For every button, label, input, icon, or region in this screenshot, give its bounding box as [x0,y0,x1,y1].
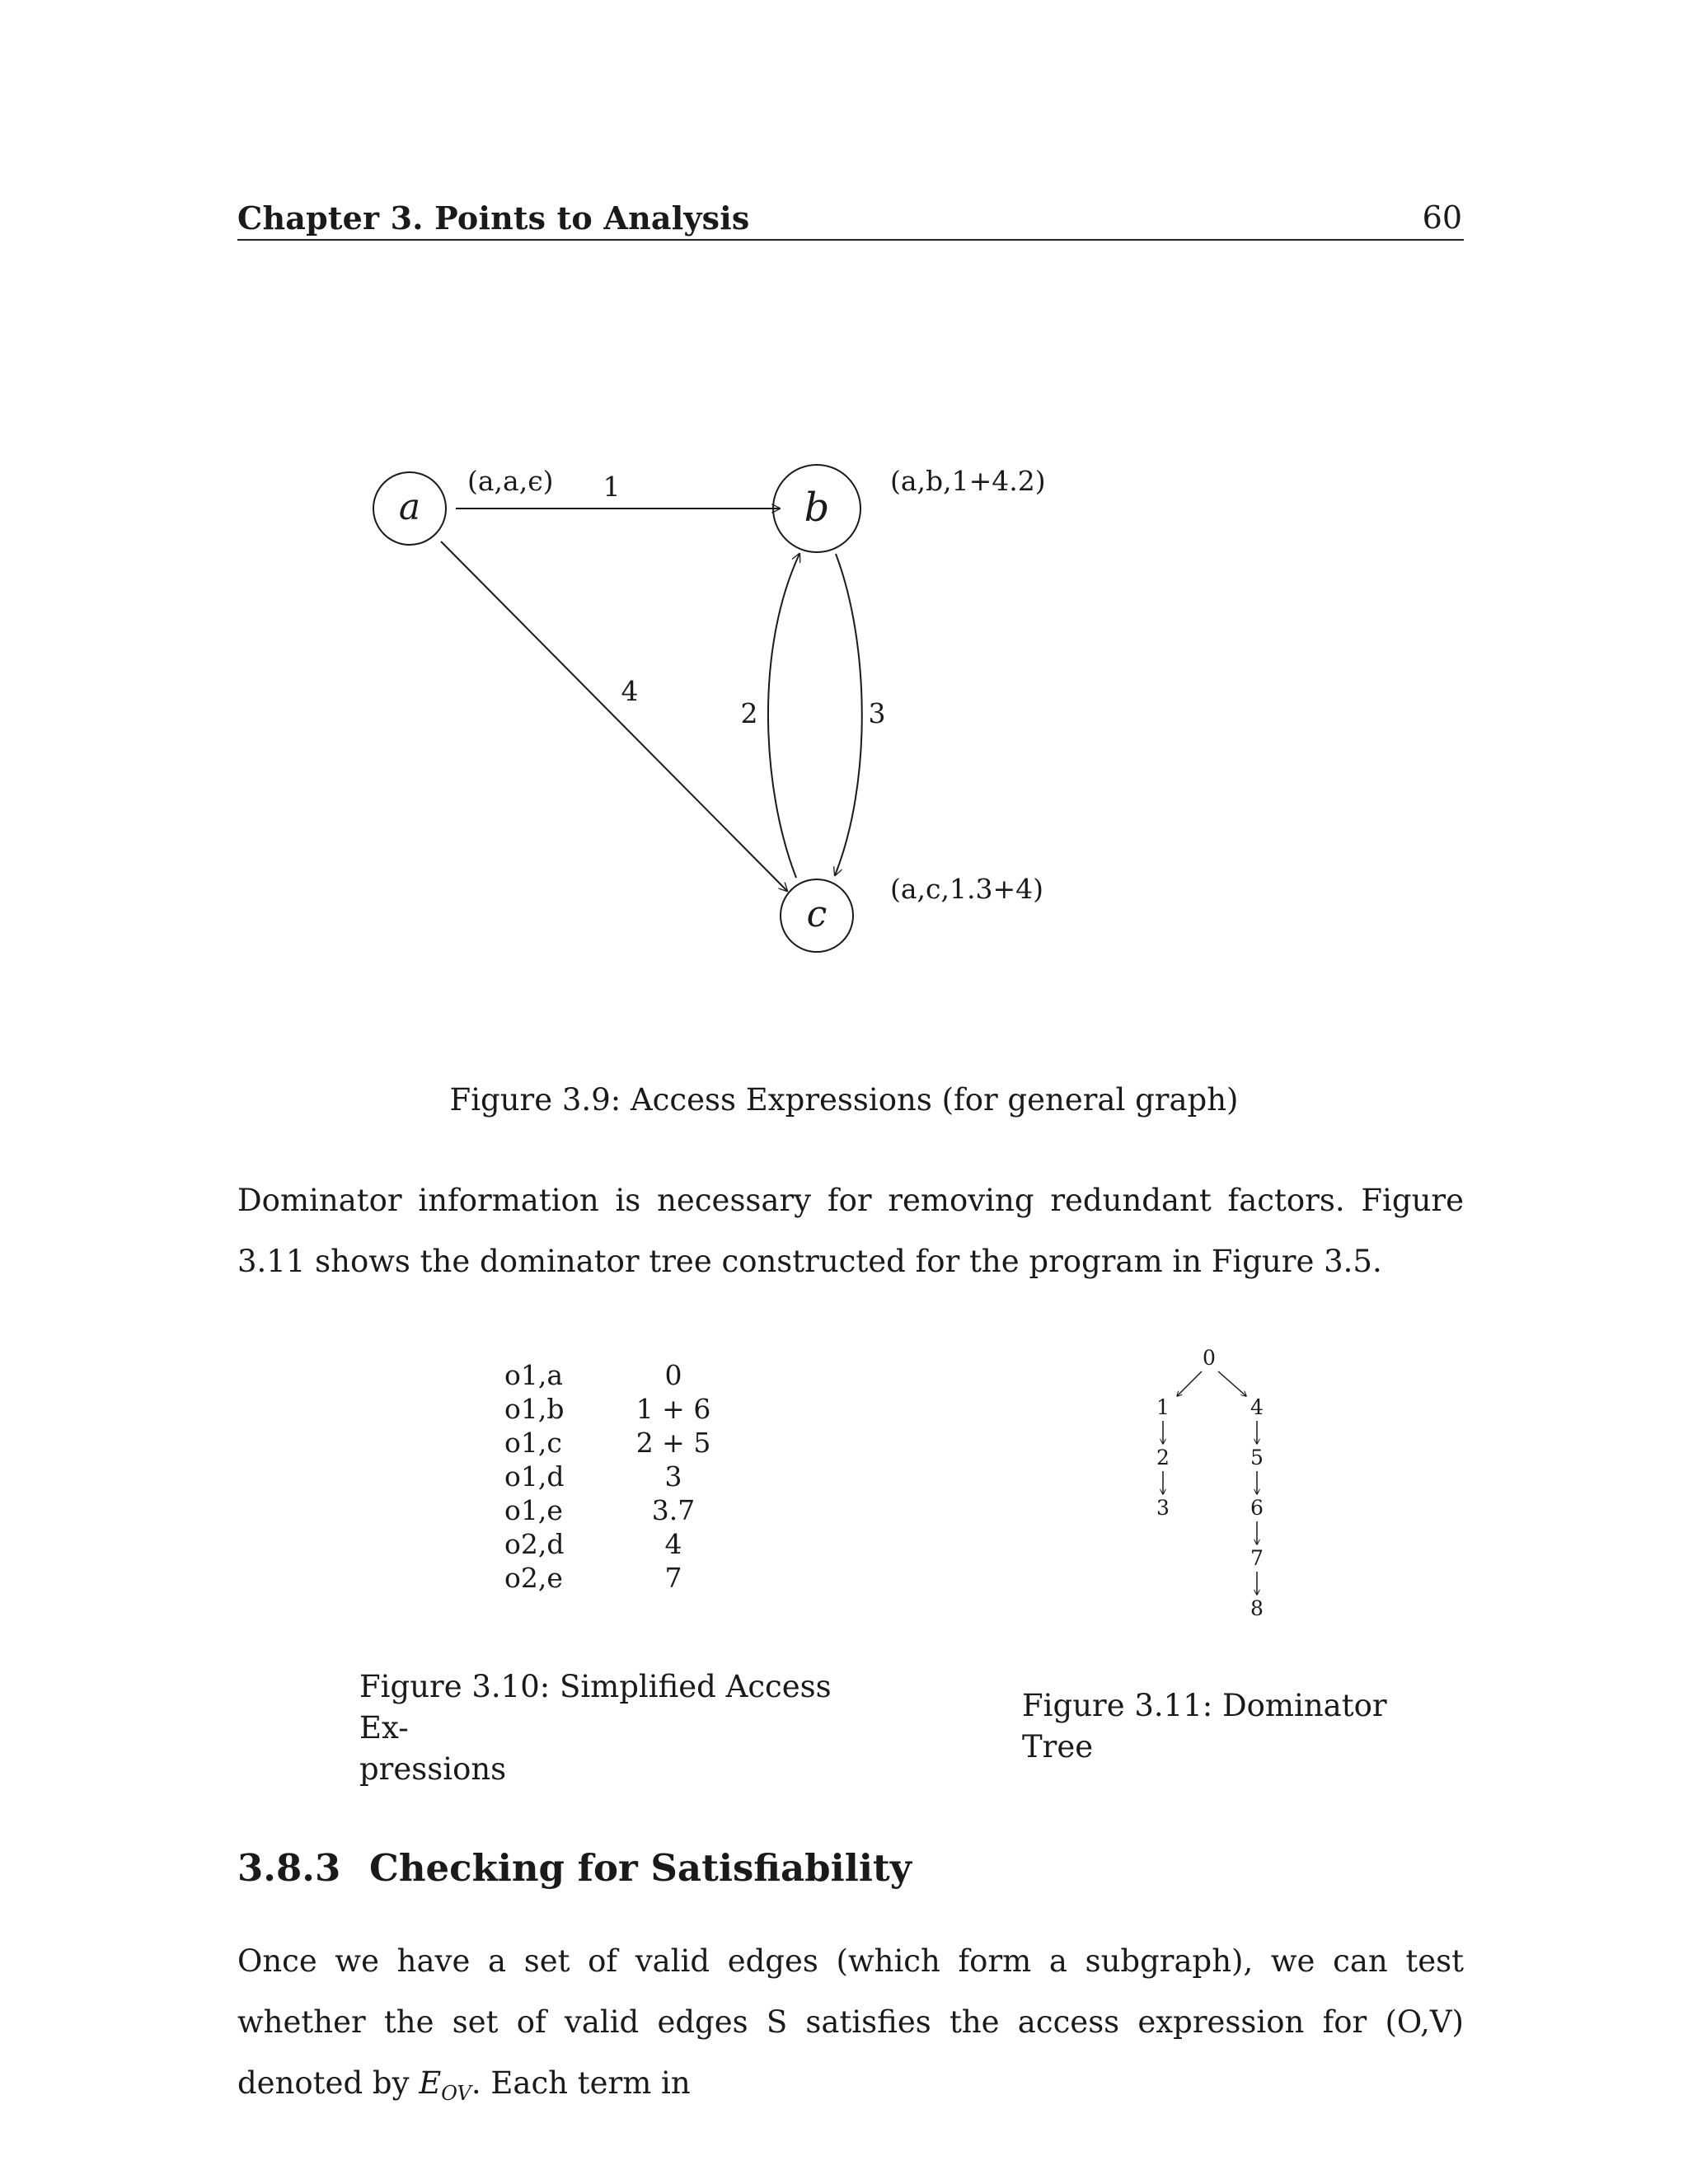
annotation-b: (a,b,1+4.2) [890,465,1046,497]
edge-3-label: 3 [868,697,886,729]
tree-node-8: 8 [1250,1596,1264,1620]
tree-node-3: 3 [1156,1496,1170,1520]
table-row [504,1561,719,1595]
annotation-a: (a,a,ϵ) [467,465,554,497]
table-cell-var: o1,a [504,1359,564,1391]
edge-4 [441,541,787,891]
tree-node-1: 1 [1156,1395,1170,1419]
paragraph-text-tail: . Each term in [471,2065,691,2101]
math-e: E [419,2065,442,2101]
edge-3 [835,554,862,875]
table-cell-expr: 0 [664,1359,682,1391]
node-a-label: a [398,486,421,528]
figure-3-10-table [504,1358,719,1595]
edge-2 [768,554,799,878]
tree-node-5: 5 [1250,1446,1264,1469]
tree-node-2: 2 [1156,1446,1170,1469]
section-number: 3.8.3 [237,1846,341,1890]
table-cell-var: o1,d [504,1460,565,1493]
tree-node-0: 0 [1203,1346,1216,1370]
node-b-label: b [804,485,830,531]
paragraph-satisfiability [237,1931,1464,2124]
edge-2-label: 2 [740,697,758,729]
table-cell-var: o1,b [504,1393,565,1425]
section-title: Checking for Satisfiability [369,1846,912,1890]
paragraph-dominator-info: Dominator information is necessary for removing redundant factors. Figure 3.11 shows the dominator tree constructed for the program in Figure 3.5. [237,1183,1464,1279]
table-row [504,1527,719,1561]
section-heading [237,1846,912,1890]
table-row [504,1493,719,1527]
table-cell-expr: 4 [664,1528,682,1560]
tree-node-6: 6 [1250,1496,1264,1520]
table-row [504,1358,719,1392]
node-c-label: c [806,893,828,935]
figure-3-10-caption-line1: Figure 3.10: Simplified Access Ex- [359,1669,832,1746]
table-row [504,1426,719,1460]
table-cell-var: o2,e [504,1562,563,1594]
tree-node-4: 4 [1250,1395,1264,1419]
table-row [504,1392,719,1426]
edge-1-label: 1 [603,471,621,503]
table-row [504,1460,719,1493]
page-number: 60 [1422,199,1462,236]
figure-3-9-caption: Figure 3.9: Access Expressions (for general graph) [449,1082,1239,1118]
table-cell-expr: 1 + 6 [635,1393,711,1425]
figure-3-10-caption-line2: pressions [359,1751,507,1787]
table-cell-expr: 3 [664,1460,682,1493]
math-subscript: OV [441,2082,471,2105]
table-cell-var: o1,c [504,1427,562,1459]
tree-edge-0-1 [1177,1371,1202,1396]
figure-3-10-caption [359,1666,854,1790]
chapter-header: Chapter 3. Points to Analysis [237,199,750,237]
tree-node-7: 7 [1250,1546,1264,1570]
tree-edge-0-4 [1218,1371,1246,1396]
edge-4-label: 4 [621,675,639,707]
table-cell-expr: 7 [664,1562,682,1594]
table-cell-expr: 2 + 5 [635,1427,711,1459]
annotation-c: (a,c,1.3+4) [890,873,1044,905]
figure-3-9-graph [373,465,1046,952]
figure-3-11-caption: Figure 3.11: Dominator Tree [1022,1688,1387,1765]
table-cell-var: o2,d [504,1528,565,1560]
table-cell-var: o1,e [504,1494,563,1526]
paragraph-text: Once we have a set of valid edges (which form a subgraph), we can test whether the set of valid edges S satisfies the access expression for (O,V) denoted by [237,1943,1464,2101]
figure-3-11-dominator-tree [1156,1346,1264,1620]
table-cell-expr: 3.7 [651,1494,696,1526]
